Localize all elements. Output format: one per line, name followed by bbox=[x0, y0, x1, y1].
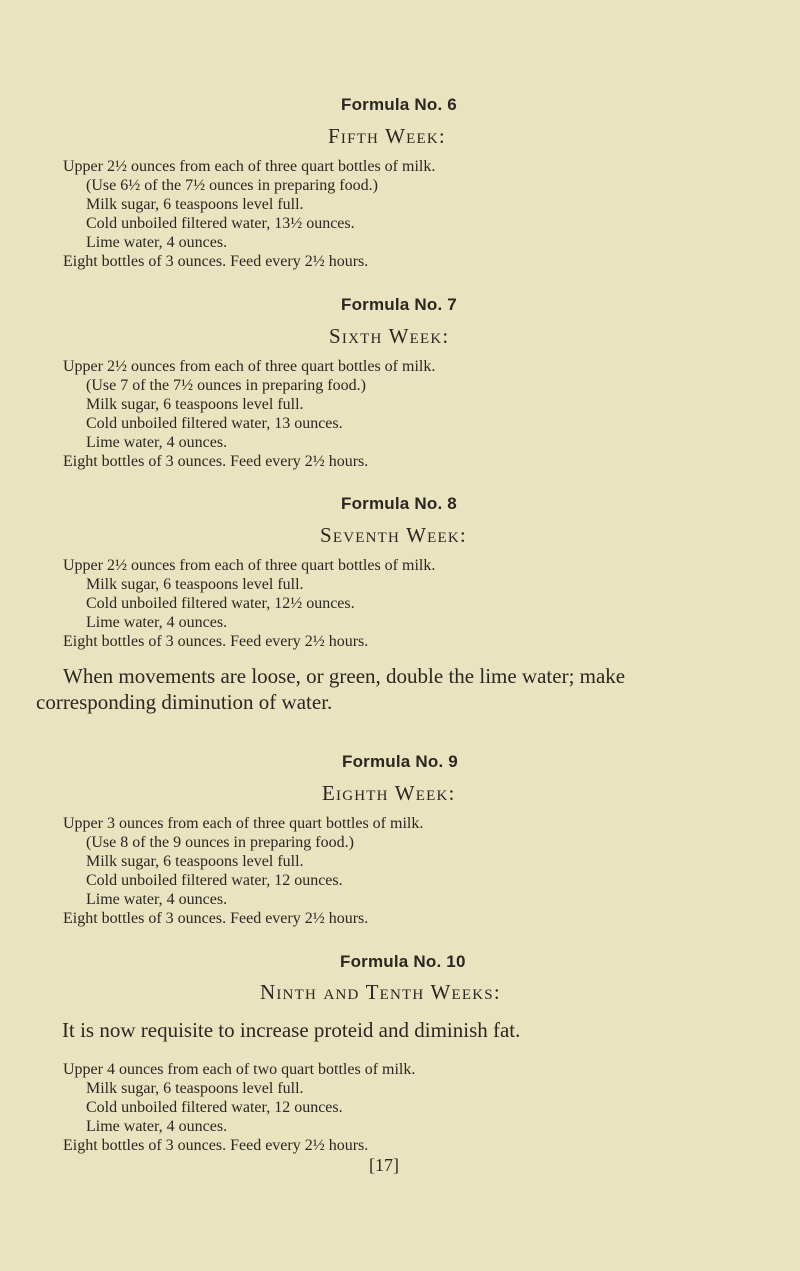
fifth-week-heading: Fifth Week: bbox=[328, 124, 446, 148]
sixth-week-heading: Sixth Week: bbox=[329, 324, 450, 348]
formula-7-label: Formula No. 7 bbox=[341, 295, 457, 314]
formula-10-line: Eight bottles of 3 ounces. Feed every 2½ hours. bbox=[63, 1137, 369, 1154]
ninth-tenth-weeks-heading: Ninth and Tenth Weeks: bbox=[260, 980, 501, 1004]
formula-8-lines bbox=[63, 556, 435, 651]
formula-10-line: Milk sugar, 6 teaspoons level full. bbox=[86, 1080, 304, 1097]
formula-9-line: Lime water, 4 ounces. bbox=[86, 891, 228, 908]
formula-6-label: Formula No. 6 bbox=[341, 95, 457, 114]
protein-requisite-note: It is now requisite to increase proteid and diminish fat. bbox=[62, 1018, 521, 1042]
formula-7-line: Cold unboiled filtered water, 13 ounces. bbox=[86, 415, 343, 432]
formula-7-line: Lime water, 4 ounces. bbox=[86, 434, 228, 451]
eighth-week-heading: Eighth Week: bbox=[322, 781, 456, 805]
formula-6-line: Upper 2½ ounces from each of three quart bottles of milk. bbox=[63, 158, 436, 175]
seventh-week-heading: Seventh Week: bbox=[320, 523, 467, 547]
formula-8-label: Formula No. 8 bbox=[341, 494, 457, 513]
formula-6-lines bbox=[63, 157, 435, 271]
page-number: [17] bbox=[369, 1155, 399, 1175]
formula-9-label: Formula No. 9 bbox=[342, 752, 458, 771]
formula-9-line: Eight bottles of 3 ounces. Feed every 2½ hours. bbox=[63, 910, 369, 927]
formula-7-line: Upper 2½ ounces from each of three quart bottles of milk. bbox=[63, 358, 436, 375]
formula-6-line: Cold unboiled filtered water, 13½ ounces. bbox=[86, 215, 355, 232]
loose-movements-note-continued: corresponding diminution of water. bbox=[36, 690, 333, 714]
formula-6-line: Milk sugar, 6 teaspoons level full. bbox=[86, 196, 304, 213]
formula-8-line: Upper 2½ ounces from each of three quart bottles of milk. bbox=[63, 557, 436, 574]
formula-9-line: Upper 3 ounces from each of three quart bottles of milk. bbox=[63, 815, 424, 832]
formula-10-line: Upper 4 ounces from each of two quart bottles of milk. bbox=[63, 1061, 416, 1078]
formula-9-line: Milk sugar, 6 teaspoons level full. bbox=[86, 853, 304, 870]
formula-10-lines bbox=[63, 1060, 415, 1155]
formula-10-line: Cold unboiled filtered water, 12 ounces. bbox=[86, 1099, 343, 1116]
formula-9-line: Cold unboiled filtered water, 12 ounces. bbox=[86, 872, 343, 889]
formula-8-line: Milk sugar, 6 teaspoons level full. bbox=[86, 576, 304, 593]
formula-6-line: (Use 6½ of the 7½ ounces in preparing food.) bbox=[86, 177, 378, 194]
loose-movements-note: When movements are loose, or green, double the lime water; make bbox=[63, 664, 626, 688]
formula-8-line: Lime water, 4 ounces. bbox=[86, 614, 228, 631]
formula-10-line: Lime water, 4 ounces. bbox=[86, 1118, 228, 1135]
formula-7-line: (Use 7 of the 7½ ounces in preparing food.) bbox=[86, 377, 366, 394]
formula-9-line: (Use 8 of the 9 ounces in preparing food.) bbox=[86, 834, 354, 851]
formula-7-lines bbox=[63, 357, 435, 471]
formula-9-lines bbox=[63, 814, 423, 928]
formula-7-line: Milk sugar, 6 teaspoons level full. bbox=[86, 396, 304, 413]
formula-7-line: Eight bottles of 3 ounces. Feed every 2½ hours. bbox=[63, 453, 369, 470]
formula-6-line: Lime water, 4 ounces. bbox=[86, 234, 228, 251]
formula-8-line: Cold unboiled filtered water, 12½ ounces. bbox=[86, 595, 355, 612]
formula-6-line: Eight bottles of 3 ounces. Feed every 2½ hours. bbox=[63, 253, 369, 270]
formula-8-line: Eight bottles of 3 ounces. Feed every 2½ hours. bbox=[63, 633, 369, 650]
formula-10-label: Formula No. 10 bbox=[340, 952, 466, 971]
